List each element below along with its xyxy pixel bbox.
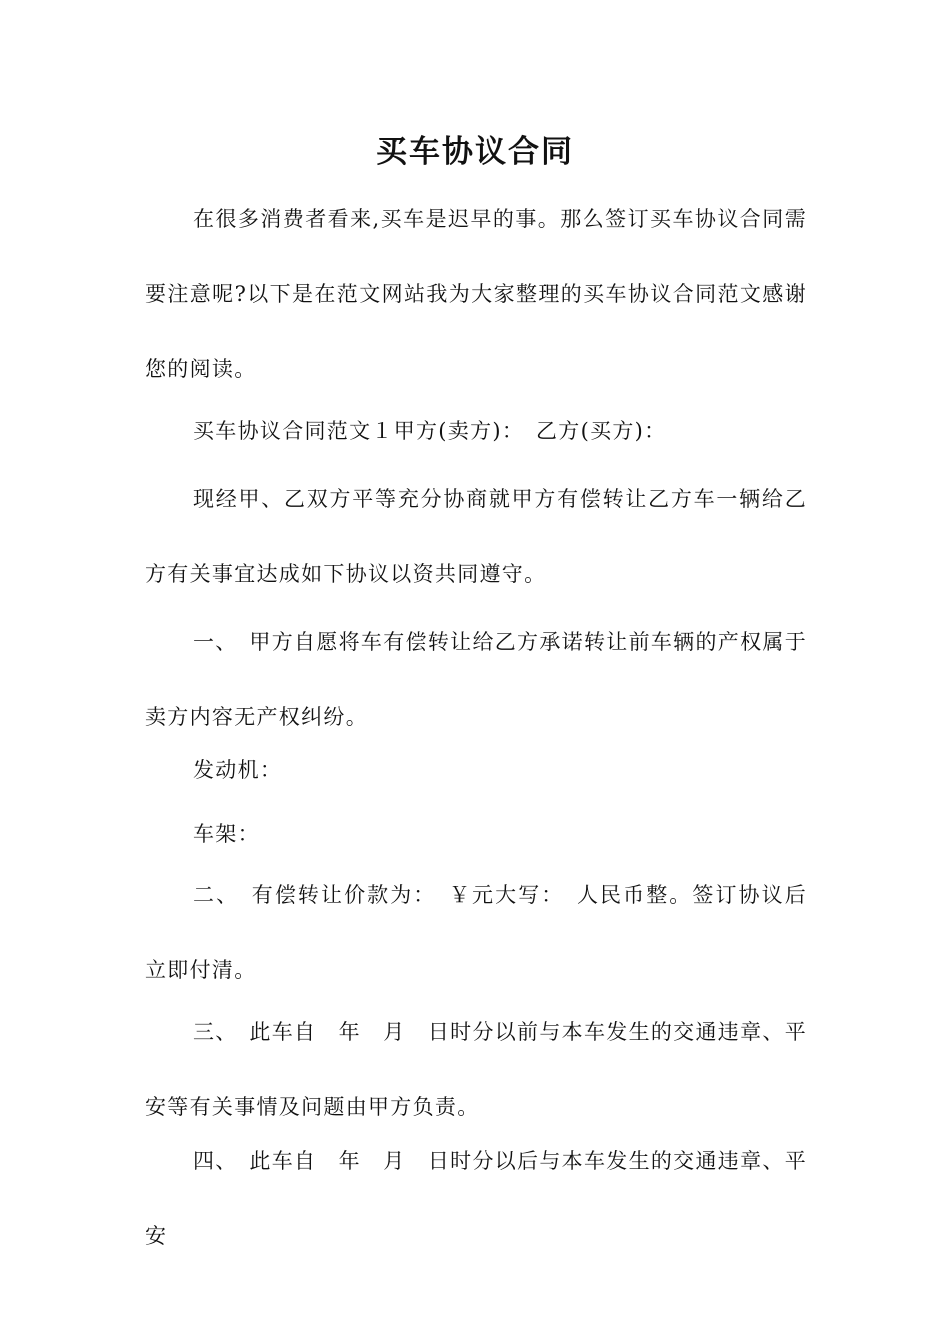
clause-three-paragraph: 三、 此车自 年 月 日时分以前与本车发生的交通违章、平安等有关事情及问题由甲方负责。 — [145, 1020, 807, 1119]
agreement-preamble-paragraph: 现经甲、乙双方平等充分协商就甲方有偿转让乙方车一辆给乙方有关事宜达成如下协议以资共同遵守。 — [145, 487, 807, 586]
intro-paragraph: 在很多消费者看来,买车是迟早的事。那么签订买车协议合同需要注意呢?以下是在范文网站我为大家整理的买车协议合同范文感谢您的阅读。 — [145, 207, 807, 381]
contract-parties-paragraph: 买车协议合同范文１甲方(卖方)： 乙方(买方)： — [193, 419, 667, 443]
clause-four-paragraph: 四、 此车自 年 月 日时分以后与本车发生的交通违章、平安 — [145, 1149, 807, 1248]
document-title: 买车协议合同 — [376, 134, 574, 170]
clause-one-paragraph: 一、 甲方自愿将车有偿转让给乙方承诺转让前车辆的产权属于卖方内容无产权纠纷。 — [145, 630, 807, 729]
clause-two-paragraph: 二、 有偿转让价款为： ￥元大写： 人民币整。签订协议后立即付清。 — [145, 883, 807, 982]
frame-field-paragraph: 车架： — [193, 822, 260, 846]
engine-field-paragraph: 发动机： — [193, 758, 283, 782]
